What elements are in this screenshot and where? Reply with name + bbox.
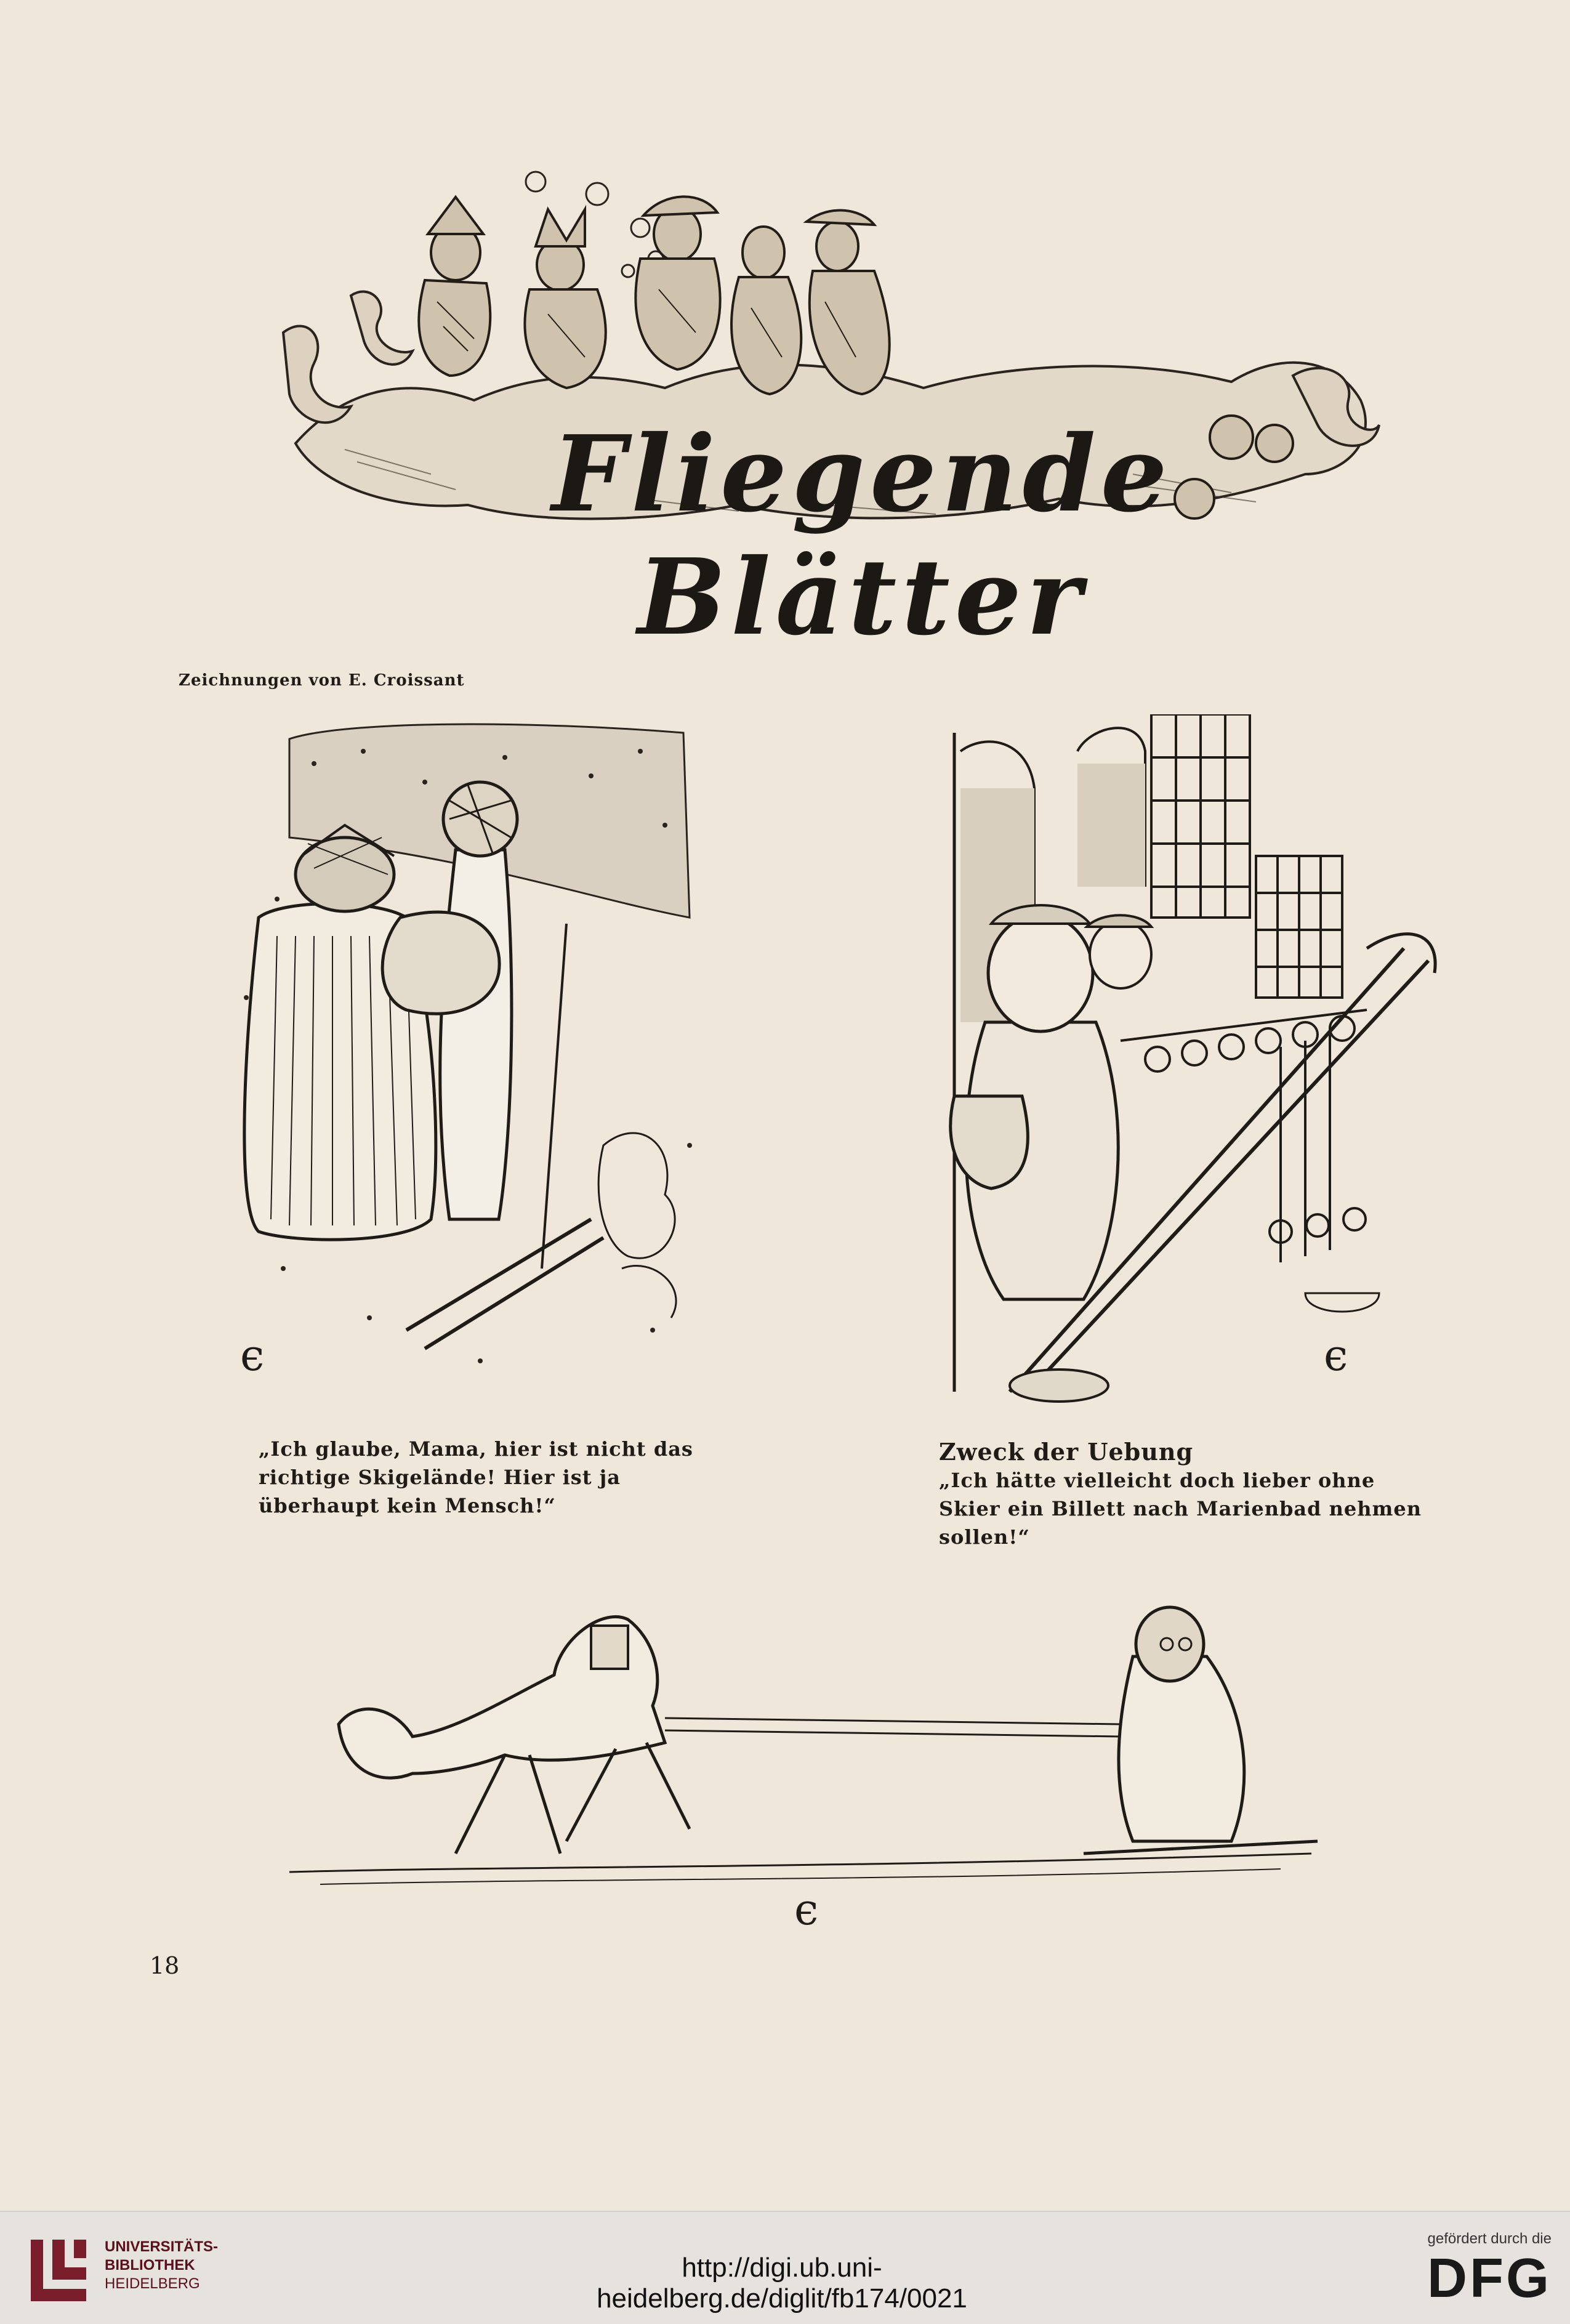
university-logo[interactable] [18, 2230, 99, 2310]
cartoon-skiers-drawing [222, 714, 714, 1410]
artist-signature: ϵ [240, 1330, 265, 1381]
permalink-url[interactable]: http://digi.ub.uni-heidelberg.de/diglit/fb174/0021 [597, 2253, 967, 2314]
university-name [105, 2238, 218, 2293]
illustrator-credit: Zeichnungen von E. Croissant [179, 671, 465, 690]
artist-signature: ϵ [1324, 1330, 1348, 1381]
masthead-title: Fliegende Blätter [552, 413, 1172, 659]
cartoon-caption [259, 1435, 739, 1520]
footer-bar [0, 2211, 1570, 2324]
university-name-line: UNIVERSITÄTS- [105, 2238, 219, 2255]
university-logo-icon [18, 2230, 99, 2310]
caption-text: „Ich glaube, Mama, hier ist nicht das richtige Skigelände! Hier ist ja überhaupt kein Mensch!“ [259, 1437, 693, 1517]
caption-text: „Ich hätte vielleicht doch lieber ohne Skier ein Billett nach Marienbad nehmen sollen!“ [939, 1469, 1422, 1549]
university-name-line: HEIDELBERG [105, 2275, 200, 2292]
masthead [271, 154, 1391, 659]
caption-title: Zweck der Uebung [939, 1438, 1194, 1466]
dfg-logo[interactable]: DFG [1427, 2248, 1552, 2309]
funded-by-label: gefördert durch die [1427, 2230, 1552, 2247]
cartoon-caption [939, 1438, 1431, 1551]
cartoon-gate-drawing [936, 714, 1441, 1422]
artist-signature: ϵ [794, 1884, 819, 1935]
university-name-line: BIBLIOTHEK [105, 2257, 195, 2274]
page-number: 18 [150, 1952, 180, 1979]
dfg-funding [1367, 2230, 1552, 2309]
